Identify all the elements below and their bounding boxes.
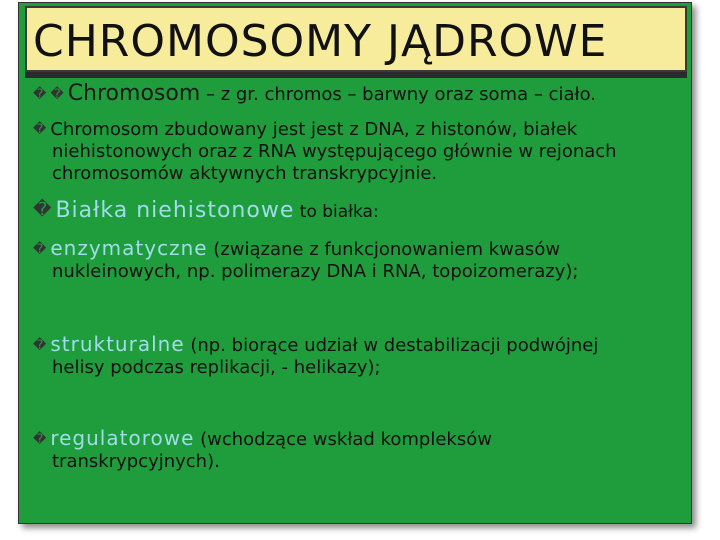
slide-title: CHROMOSOMY JĄDROWE bbox=[33, 16, 608, 67]
bullet-text-line2: niehistonowych oraz z RNA występującego głównie w rejonach bbox=[52, 141, 617, 162]
bullet-text-line1: (np. biorące udział w destabilizacji podwójnej bbox=[184, 335, 599, 356]
bullet-text: – z gr. chromos – barwny oraz soma – ciało. bbox=[200, 84, 597, 105]
bullet-chromosom-definition bbox=[33, 83, 596, 106]
bullet-chromosom-composition bbox=[33, 119, 617, 185]
bullet-icon: � bbox=[33, 199, 52, 220]
title-bar bbox=[25, 6, 687, 72]
bullet-text-line1: (wchodzące wskład kompleksów bbox=[194, 429, 492, 450]
keyword-chromosom: Chromosom bbox=[67, 81, 201, 106]
bullet-text-line1: (związane z funkcjonowaniem kwasów bbox=[207, 239, 561, 260]
bullet-strukturalne bbox=[33, 333, 598, 379]
bullet-icon: � bbox=[33, 122, 47, 137]
bullet-regulatorowe bbox=[33, 427, 492, 473]
bullet-enzymatyczne bbox=[33, 237, 578, 283]
bullet-icon: � bbox=[33, 242, 47, 257]
keyword-regulatorowe: regulatorowe bbox=[50, 426, 195, 450]
bullet-text-line2: transkrypcyjnych). bbox=[52, 451, 220, 472]
bullet-icon: � bbox=[33, 432, 47, 447]
keyword-bialka-niehistonowe: Białka niehistonowe bbox=[55, 198, 295, 223]
bullet-bialka-niehistonowe bbox=[33, 199, 379, 223]
bullet-text-line3: chromosomów aktywnych transkrypcyjnie. bbox=[52, 163, 438, 184]
slide bbox=[18, 2, 692, 524]
bullet-text-line2: helisy podczas replikacji, - helikazy); bbox=[52, 357, 381, 378]
bullet-text-line2: nukleinowych, np. polimerazy DNA i RNA, topoizomerazy); bbox=[52, 261, 579, 282]
bullet-icon: � bbox=[50, 87, 64, 102]
bullet-text-line1: Chromosom zbudowany jest jest z DNA, z histonów, białek bbox=[50, 119, 578, 140]
bullet-text: to białka: bbox=[294, 202, 379, 222]
title-divider bbox=[25, 72, 687, 78]
bullet-icon: � bbox=[33, 87, 47, 102]
keyword-strukturalne: strukturalne bbox=[50, 332, 185, 356]
bullet-icon: � bbox=[33, 338, 47, 353]
keyword-enzymatyczne: enzymatyczne bbox=[50, 236, 208, 260]
